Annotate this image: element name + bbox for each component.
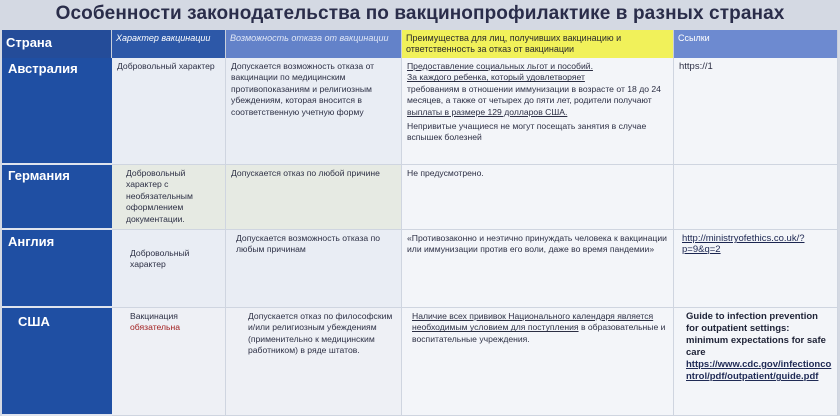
header-country: Страна [2,30,112,58]
usa-refusal: Допускается отказ по философским и/или религиозным убеждениям (применительно к медицинским работником) в ряде штатов. [226,308,402,416]
page-title: Особенности законодательства по вакцинопрофилактике в разных странах [55,3,785,24]
england-benefits: «Противозаконно и неэтично принуждать человека к вакцинации или иммунизации против его воли, даже во время пандемии» [402,230,674,308]
england-link[interactable] [674,230,838,308]
usa-benefits [402,308,674,416]
row-label-germany: Германия [2,165,112,230]
australia-benefit-line2: За каждого ребенка, который удовлетворяет [407,72,585,83]
england-link-url[interactable]: http://ministryofethics.co.uk/?p=9&q=2 [682,233,805,256]
australia-link[interactable]: https://1 [674,58,838,165]
germany-character: Добровольный характер с необязательным оформлением документации. [112,165,226,230]
usa-links [674,308,838,416]
row-label-england: Англия [2,230,112,308]
australia-refusal: Допускается возможность отказа от вакцинации по медицинским противопоказаниям и религиозным убеждениям, которая вносится в соответственную учетную форму [226,58,402,165]
australia-benefits [402,58,674,165]
usa-benefits-line2: в образовательные и воспитательные учреждения. [412,322,666,344]
header-character: Характер вакцинации [112,30,226,58]
germany-refusal: Допускается отказ по любой причине [226,165,402,230]
legislation-table [2,30,838,416]
england-refusal: Допускается возможность отказа по любым причинам [226,230,402,308]
header-refusal: Возможность отказа от вакцинации [226,30,402,58]
usa-character-line2: обязательна [130,322,181,333]
usa-character [112,308,226,416]
australia-character: Добровольный характер [112,58,226,165]
england-character: Добровольный характер [112,230,226,308]
usa-benefits-line1: Наличие всех прививок Национального календаря является необходимым условием для поступления [412,311,654,333]
australia-benefit-line4: выплаты в размере 129 долларов США. [407,106,568,117]
row-label-usa: США [2,308,112,416]
australia-benefit-line3: требованиям в отношении иммунизации в возрасте от 18 до 24 месяцев, а также от четырех до пяти лет, родители получают [407,83,661,106]
usa-links-url[interactable]: https://www.cdc.gov/infectioncontrol/pdf/outpatient/guide.pdf [686,359,832,382]
germany-benefits: Не предусмотрено. [402,165,674,230]
australia-benefit-line1: Предоставление социальных льгот и пособий. [407,61,593,71]
australia-benefit-line5: Непривитые учащиеся не могут посещать занятия в случае вспышек болезней [407,121,647,143]
header-links: Ссылки [674,30,838,58]
usa-character-line1: Вакцинация [130,311,178,321]
row-label-australia: Австралия [2,58,112,165]
header-benefits: Преимущества для лиц, получивших вакцинацию и ответственность за отказ от вакцинации [402,30,674,58]
usa-links-text: Guide to infection prevention for outpatient settings: minimum expectations for safe care [686,311,826,358]
germany-link [674,165,838,230]
